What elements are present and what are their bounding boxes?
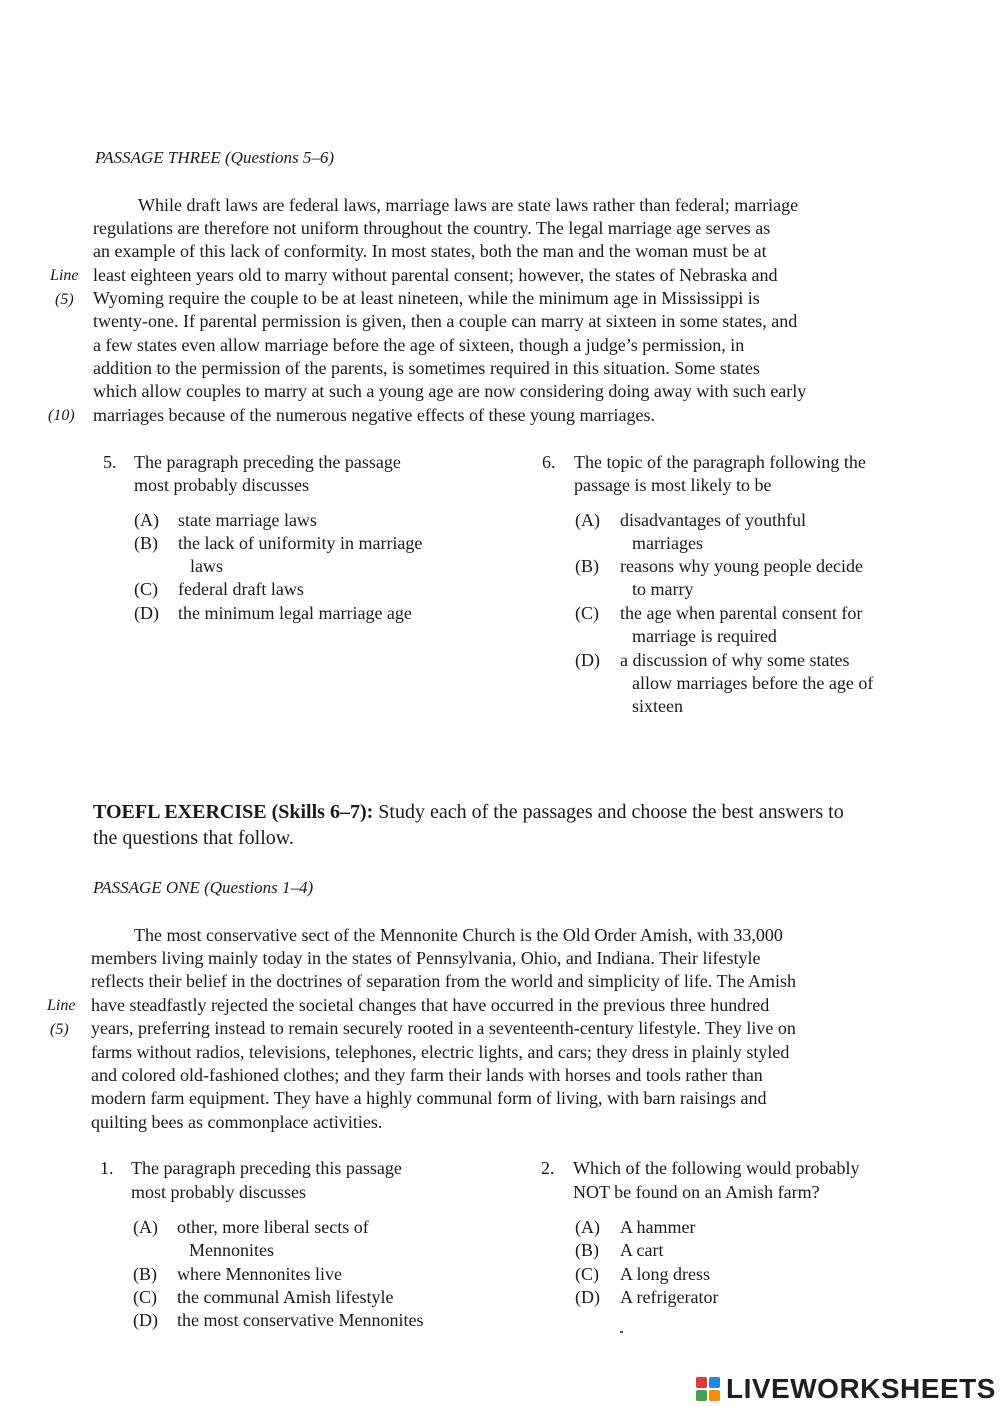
option-b-text[interactable]: reasons why young people decide (620, 556, 863, 576)
question-text: NOT be found on an Amish farm? (573, 1182, 820, 1202)
option-d-text[interactable]: A refrigerator (620, 1287, 719, 1307)
passage-line: quilting bees as commonplace activities. (91, 1112, 383, 1132)
option-a-letter[interactable]: (A) (575, 510, 600, 530)
line-marker-label: Line (47, 997, 76, 1014)
option-a-letter[interactable]: (A) (134, 510, 159, 530)
option-b-text[interactable]: to marry (632, 579, 694, 599)
stray-mark (620, 1331, 623, 1333)
passage-line: a few states even allow marriage before the age of sixteen, though a judge’s permission, in (93, 335, 745, 355)
passage-line: farms without radios, televisions, telephones, electric lights, and cars; they dress in plainly styled (91, 1042, 790, 1062)
option-d-letter[interactable]: (D) (575, 1287, 600, 1307)
option-c-text[interactable]: the communal Amish lifestyle (177, 1287, 394, 1307)
passage-line: The most conservative sect of the Mennonite Church is the Old Order Amish, with 33,000 (134, 925, 783, 945)
line-marker-label: Line (50, 267, 79, 284)
option-b-text[interactable]: the lack of uniformity in marriage (178, 533, 423, 553)
question-text: The paragraph preceding the passage (134, 452, 401, 472)
passage-line: Wyoming require the couple to be at least nineteen, while the minimum age in Mississippi is (93, 288, 760, 308)
logo-text: LIVEWORKSHEETS (726, 1373, 996, 1404)
option-c-text[interactable]: the age when parental consent for (620, 603, 863, 623)
passage-line: addition to the permission of the parents, is sometimes required in this situation. Some states (93, 358, 760, 378)
option-c-letter[interactable]: (C) (134, 579, 158, 599)
question-number: 5. (103, 452, 117, 472)
line-marker-5: (5) (55, 291, 74, 308)
passage-line: members living mainly today in the states of Pennsylvania, Ohio, and Indiana. Their lifestyle (91, 948, 761, 968)
option-d-letter[interactable]: (D) (575, 650, 600, 670)
option-d-text[interactable]: a discussion of why some states (620, 650, 850, 670)
option-c-letter[interactable]: (C) (133, 1287, 157, 1307)
option-a-text[interactable]: state marriage laws (178, 510, 317, 530)
option-a-text[interactable]: marriages (632, 533, 703, 553)
option-c-letter[interactable]: (C) (575, 603, 599, 623)
question-text: The topic of the paragraph following the (574, 452, 866, 472)
exercise-title: TOEFL EXERCISE (Skills 6–7): (93, 801, 374, 823)
option-a-text[interactable]: Mennonites (189, 1240, 274, 1260)
option-a-text[interactable]: disadvantages of youthful (620, 510, 806, 530)
option-b-letter[interactable]: (B) (575, 556, 599, 576)
option-b-letter[interactable]: (B) (575, 1240, 599, 1260)
option-a-letter[interactable]: (A) (133, 1217, 158, 1237)
question-text: most probably discusses (131, 1182, 306, 1202)
option-d-letter[interactable]: (D) (134, 603, 159, 623)
passage-line: marriages because of the numerous negative effects of these young marriages. (93, 405, 655, 425)
option-b-letter[interactable]: (B) (134, 533, 158, 553)
passage-line: regulations are therefore not uniform throughout the country. The legal marriage age serves as (93, 218, 771, 238)
line-marker-10: (10) (48, 407, 75, 424)
passage-line: While draft laws are federal laws, marriage laws are state laws rather than federal; marriage (138, 195, 799, 215)
option-b-letter[interactable]: (B) (133, 1264, 157, 1284)
question-text: Which of the following would probably (573, 1158, 860, 1178)
option-a-letter[interactable]: (A) (575, 1217, 600, 1237)
option-b-text[interactable]: where Mennonites live (177, 1264, 342, 1284)
line-marker-5: (5) (50, 1021, 69, 1038)
option-d-text[interactable]: the most conservative Mennonites (177, 1310, 424, 1330)
option-d-text[interactable]: allow marriages before the age of (632, 673, 874, 693)
question-number: 2. (541, 1158, 555, 1178)
exercise-instruction-line2: the questions that follow. (93, 827, 294, 849)
option-b-text[interactable]: laws (190, 556, 223, 576)
option-b-text[interactable]: A cart (620, 1240, 664, 1260)
option-c-text[interactable]: A long dress (620, 1264, 710, 1284)
question-text: passage is most likely to be (574, 475, 772, 495)
passage-line: have steadfastly rejected the societal changes that have occurred in the previous three hundred (91, 995, 770, 1015)
passage-line: and colored old-fashioned clothes; and they farm their lands with horses and tools rather than (91, 1065, 763, 1085)
passage-one-heading: PASSAGE ONE (Questions 1–4) (93, 878, 314, 897)
passage-three-heading: PASSAGE THREE (Questions 5–6) (95, 148, 335, 167)
option-a-text[interactable]: A hammer (620, 1217, 696, 1237)
logo-mark-icon (696, 1377, 720, 1401)
question-number: 1. (100, 1158, 114, 1178)
exercise-instruction (93, 801, 844, 824)
option-c-text[interactable]: marriage is required (632, 626, 777, 646)
option-d-text[interactable]: sixteen (632, 696, 683, 716)
passage-line: reflects their belief in the doctrines of separation from the world and simplicity of life. The Amish (91, 971, 796, 991)
passage-line: an example of this lack of conformity. In most states, both the man and the woman must be at (93, 241, 767, 261)
passage-line: which allow couples to marry at such a young age are now considering doing away with such early (93, 381, 807, 401)
passage-line: least eighteen years old to marry without parental consent; however, the states of Nebraska and (93, 265, 778, 285)
passage-line: years, preferring instead to remain securely rooted in a seventeenth-century lifestyle. They live on (91, 1018, 796, 1038)
question-text: The paragraph preceding this passage (131, 1158, 402, 1178)
exercise-instruction-text: Study each of the passages and choose the best answers to (378, 801, 844, 823)
question-number: 6. (542, 452, 556, 472)
option-c-letter[interactable]: (C) (575, 1264, 599, 1284)
passage-line: twenty-one. If parental permission is given, then a couple can marry at sixteen in some states, and (93, 311, 798, 331)
option-a-text[interactable]: other, more liberal sects of (177, 1217, 369, 1237)
liveworksheets-logo[interactable] (696, 1374, 996, 1404)
option-c-text[interactable]: federal draft laws (178, 579, 304, 599)
option-d-text[interactable]: the minimum legal marriage age (178, 603, 412, 623)
passage-line: modern farm equipment. They have a highly communal form of living, with barn raisings and (91, 1088, 767, 1108)
option-d-letter[interactable]: (D) (133, 1310, 158, 1330)
question-text: most probably discusses (134, 475, 309, 495)
